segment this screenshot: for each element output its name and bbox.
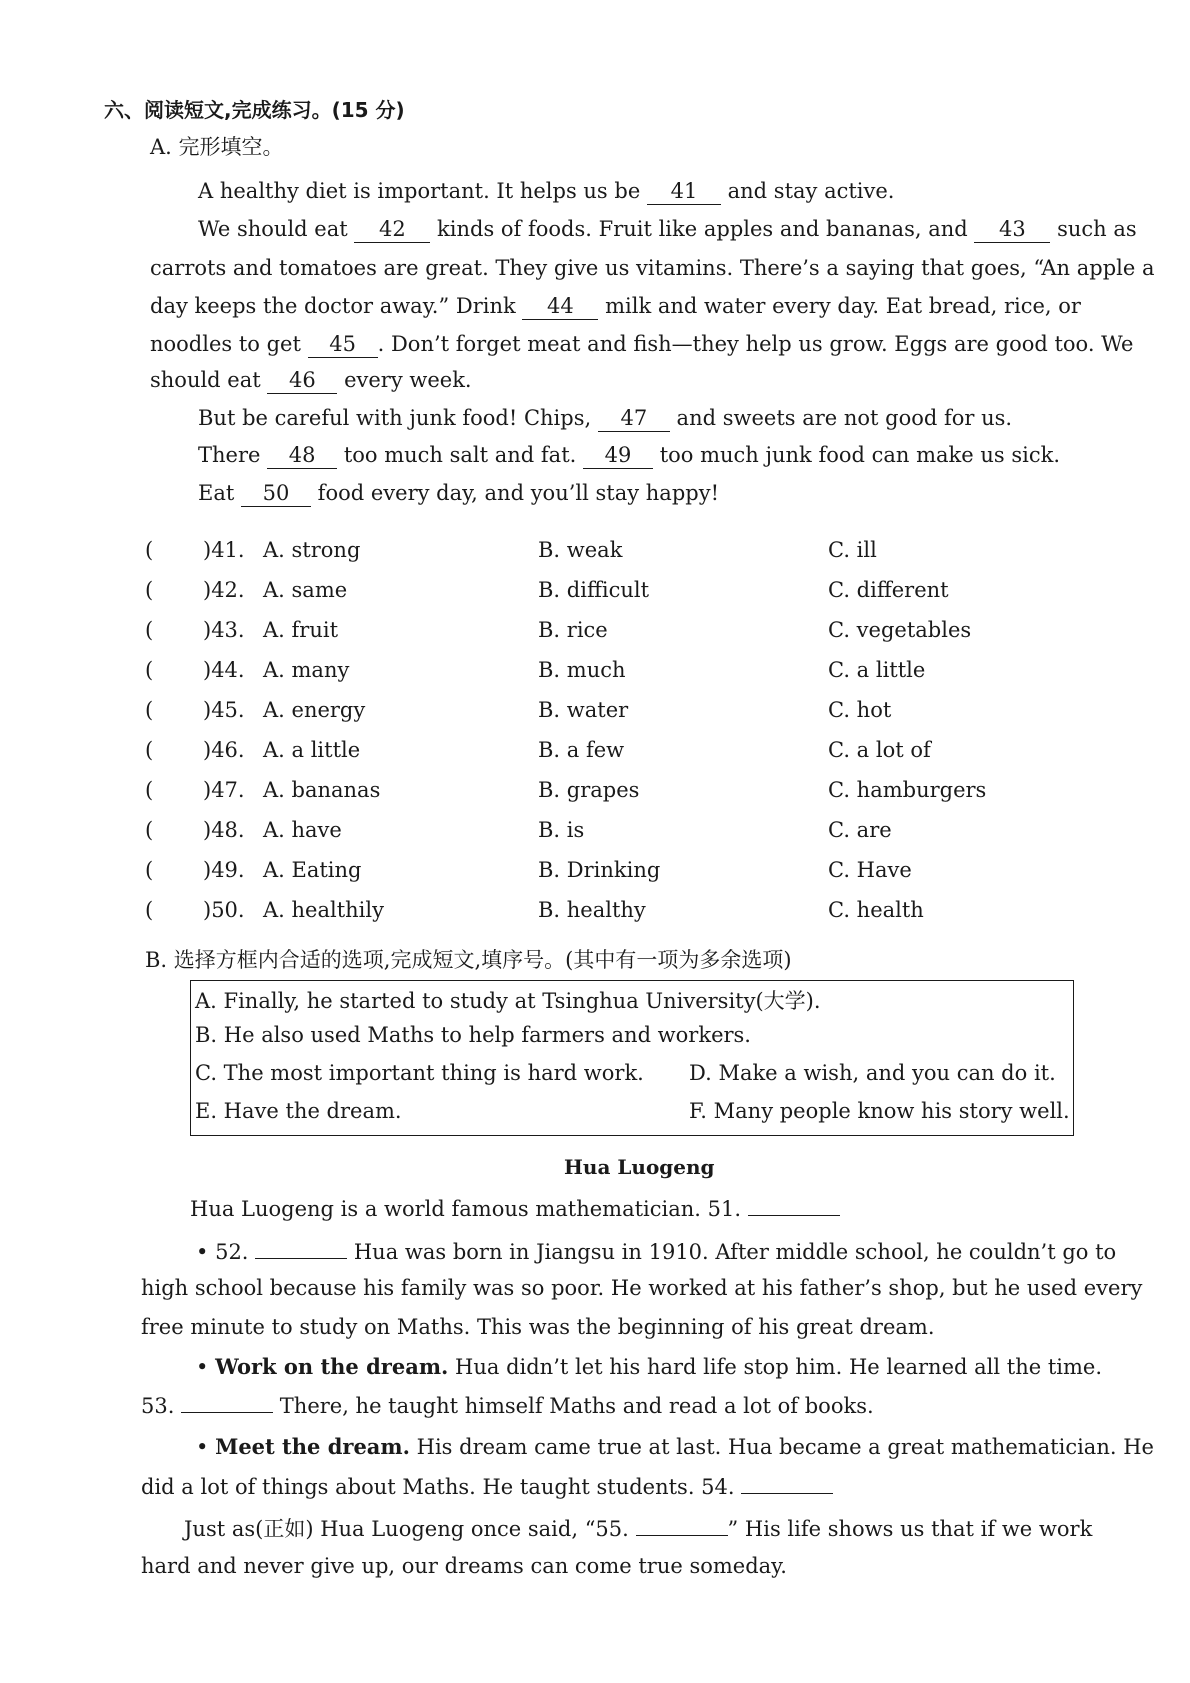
blank-50[interactable]: 50 bbox=[241, 480, 311, 507]
question-number: )42. bbox=[203, 578, 245, 602]
cloze-line: We should eat 42 kinds of foods. Fruit like apples and bananas, and 43 such as bbox=[198, 217, 1137, 241]
choice-a[interactable]: A. many bbox=[263, 658, 350, 682]
question-row bbox=[145, 658, 1045, 688]
cloze-line: But be careful with junk food! Chips, 47 and sweets are not good for us. bbox=[198, 406, 1013, 430]
answer-blank-52[interactable] bbox=[255, 1236, 347, 1259]
cloze-line: day keeps the doctor away.” Drink 44 milk and water every day. Eat bread, rice, or bbox=[150, 294, 1081, 318]
question-number: )43. bbox=[203, 618, 245, 642]
question-row bbox=[145, 778, 1045, 808]
choice-a[interactable]: A. energy bbox=[263, 698, 366, 722]
choice-c[interactable]: C. vegetables bbox=[828, 618, 972, 642]
choice-a[interactable]: A. Eating bbox=[263, 858, 362, 882]
options-box bbox=[190, 980, 1074, 1136]
option-f: F. Many people know his story well. bbox=[689, 1099, 1070, 1123]
question-number: )48. bbox=[203, 818, 245, 842]
question-number: )45. bbox=[203, 698, 245, 722]
option-d: D. Make a wish, and you can do it. bbox=[689, 1061, 1056, 1085]
answer-paren[interactable]: ( bbox=[145, 538, 154, 562]
answer-paren[interactable]: ( bbox=[145, 898, 154, 922]
choice-b[interactable]: B. difficult bbox=[538, 578, 650, 602]
question-number: )50. bbox=[203, 898, 245, 922]
answer-blank-54[interactable] bbox=[741, 1471, 833, 1494]
choice-a[interactable]: A. strong bbox=[263, 538, 361, 562]
choice-c[interactable]: C. ill bbox=[828, 538, 877, 562]
blank-41[interactable]: 41 bbox=[647, 178, 721, 205]
option-e: E. Have the dream. bbox=[195, 1099, 402, 1123]
blank-43[interactable]: 43 bbox=[974, 216, 1050, 243]
blank-46[interactable]: 46 bbox=[267, 367, 337, 394]
choice-b[interactable]: B. much bbox=[538, 658, 626, 682]
choice-c[interactable]: C. a little bbox=[828, 658, 926, 682]
choice-c[interactable]: C. health bbox=[828, 898, 924, 922]
answer-blank-55[interactable] bbox=[636, 1513, 728, 1536]
choice-c[interactable]: C. hamburgers bbox=[828, 778, 987, 802]
passage-line: • Work on the dream. Hua didn’t let his hard life stop him. He learned all the time. bbox=[196, 1354, 1102, 1379]
blank-48[interactable]: 48 bbox=[267, 442, 337, 469]
answer-paren[interactable]: ( bbox=[145, 618, 154, 642]
blank-42[interactable]: 42 bbox=[354, 216, 430, 243]
question-row bbox=[145, 738, 1045, 768]
answer-paren[interactable]: ( bbox=[145, 738, 154, 762]
choice-c[interactable]: C. a lot of bbox=[828, 738, 931, 762]
option-c: C. The most important thing is hard work. bbox=[195, 1061, 644, 1085]
cloze-line: There 48 too much salt and fat. 49 too much junk food can make us sick. bbox=[198, 443, 1060, 467]
choice-b[interactable]: B. a few bbox=[538, 738, 625, 762]
blank-44[interactable]: 44 bbox=[522, 293, 598, 320]
cloze-line: noodles to get 45 . Don’t forget meat and fish—they help us grow. Eggs are good too. We bbox=[150, 332, 1134, 356]
choice-a[interactable]: A. healthily bbox=[263, 898, 384, 922]
question-row bbox=[145, 538, 1045, 568]
passage-line: hard and never give up, our dreams can come true someday. bbox=[141, 1554, 787, 1578]
passage-line: Just as(正如) Hua Luogeng once said, “55. ” His life shows us that if we work bbox=[184, 1513, 1092, 1544]
section-title: 六、阅读短文,完成练习。(15 分) bbox=[104, 98, 405, 122]
choice-a[interactable]: A. a little bbox=[263, 738, 361, 762]
cloze-line: A healthy diet is important. It helps us be 41 and stay active. bbox=[198, 179, 895, 203]
blank-45[interactable]: 45 bbox=[308, 331, 378, 358]
answer-blank-51[interactable] bbox=[748, 1193, 840, 1216]
answer-paren[interactable]: ( bbox=[145, 818, 154, 842]
question-row bbox=[145, 818, 1045, 848]
cloze-line: should eat 46 every week. bbox=[150, 368, 472, 392]
part-b-label: B. 选择方框内合适的选项,完成短文,填序号。(其中有一项为多余选项) bbox=[145, 948, 792, 972]
passage-line: 53. There, he taught himself Maths and read a lot of books. bbox=[141, 1390, 874, 1421]
passage-line: did a lot of things about Maths. He taught students. 54. bbox=[141, 1471, 833, 1502]
option-b: B. He also used Maths to help farmers and workers. bbox=[195, 1023, 751, 1047]
choice-c[interactable]: C. different bbox=[828, 578, 949, 602]
question-row bbox=[145, 898, 1045, 928]
question-number: )41. bbox=[203, 538, 245, 562]
choice-c[interactable]: C. are bbox=[828, 818, 892, 842]
cloze-line: carrots and tomatoes are great. They give us vitamins. There’s a saying that goes, “An apple a bbox=[150, 256, 1155, 280]
choice-a[interactable]: A. have bbox=[263, 818, 342, 842]
cloze-line: Eat 50 food every day, and you’ll stay happy! bbox=[198, 481, 720, 505]
passage-line: free minute to study on Maths. This was the beginning of his great dream. bbox=[141, 1315, 935, 1339]
choice-b[interactable]: B. grapes bbox=[538, 778, 640, 802]
choice-b[interactable]: B. Drinking bbox=[538, 858, 661, 882]
question-number: )44. bbox=[203, 658, 245, 682]
choice-a[interactable]: A. same bbox=[263, 578, 348, 602]
passage-line: Hua Luogeng is a world famous mathematician. 51. bbox=[190, 1193, 840, 1224]
answer-paren[interactable]: ( bbox=[145, 698, 154, 722]
choice-c[interactable]: C. hot bbox=[828, 698, 892, 722]
question-number: )47. bbox=[203, 778, 245, 802]
option-a: A. Finally, he started to study at Tsinghua University(大学). bbox=[195, 989, 821, 1013]
blank-47[interactable]: 47 bbox=[598, 405, 670, 432]
choice-a[interactable]: A. bananas bbox=[263, 778, 381, 802]
choice-b[interactable]: B. weak bbox=[538, 538, 623, 562]
choice-c[interactable]: C. Have bbox=[828, 858, 912, 882]
answer-paren[interactable]: ( bbox=[145, 858, 154, 882]
answer-blank-53[interactable] bbox=[181, 1390, 273, 1413]
choice-a[interactable]: A. fruit bbox=[263, 618, 339, 642]
question-row bbox=[145, 698, 1045, 728]
blank-49[interactable]: 49 bbox=[583, 442, 653, 469]
question-number: )49. bbox=[203, 858, 245, 882]
choice-b[interactable]: B. healthy bbox=[538, 898, 646, 922]
bullet: • bbox=[196, 1355, 209, 1379]
answer-paren[interactable]: ( bbox=[145, 778, 154, 802]
question-row bbox=[145, 618, 1045, 648]
part-a-label: A. 完形填空。 bbox=[150, 135, 284, 159]
answer-paren[interactable]: ( bbox=[145, 578, 154, 602]
bullet: • bbox=[196, 1435, 209, 1459]
question-row bbox=[145, 578, 1045, 608]
question-number: )46. bbox=[203, 738, 245, 762]
choice-b[interactable]: B. is bbox=[538, 818, 585, 842]
choice-b[interactable]: B. water bbox=[538, 698, 629, 722]
bullet: • bbox=[196, 1240, 209, 1264]
answer-paren[interactable]: ( bbox=[145, 658, 154, 682]
passage-title: Hua Luogeng bbox=[564, 1155, 715, 1179]
passage-line: • Meet the dream. His dream came true at last. Hua became a great mathematician. He bbox=[196, 1434, 1154, 1459]
passage-line: high school because his family was so poor. He worked at his father’s shop, but he used every bbox=[141, 1276, 1143, 1300]
passage-line: • 52. Hua was born in Jiangsu in 1910. After middle school, he couldn’t go to bbox=[196, 1236, 1116, 1267]
question-row bbox=[145, 858, 1045, 888]
choice-b[interactable]: B. rice bbox=[538, 618, 608, 642]
